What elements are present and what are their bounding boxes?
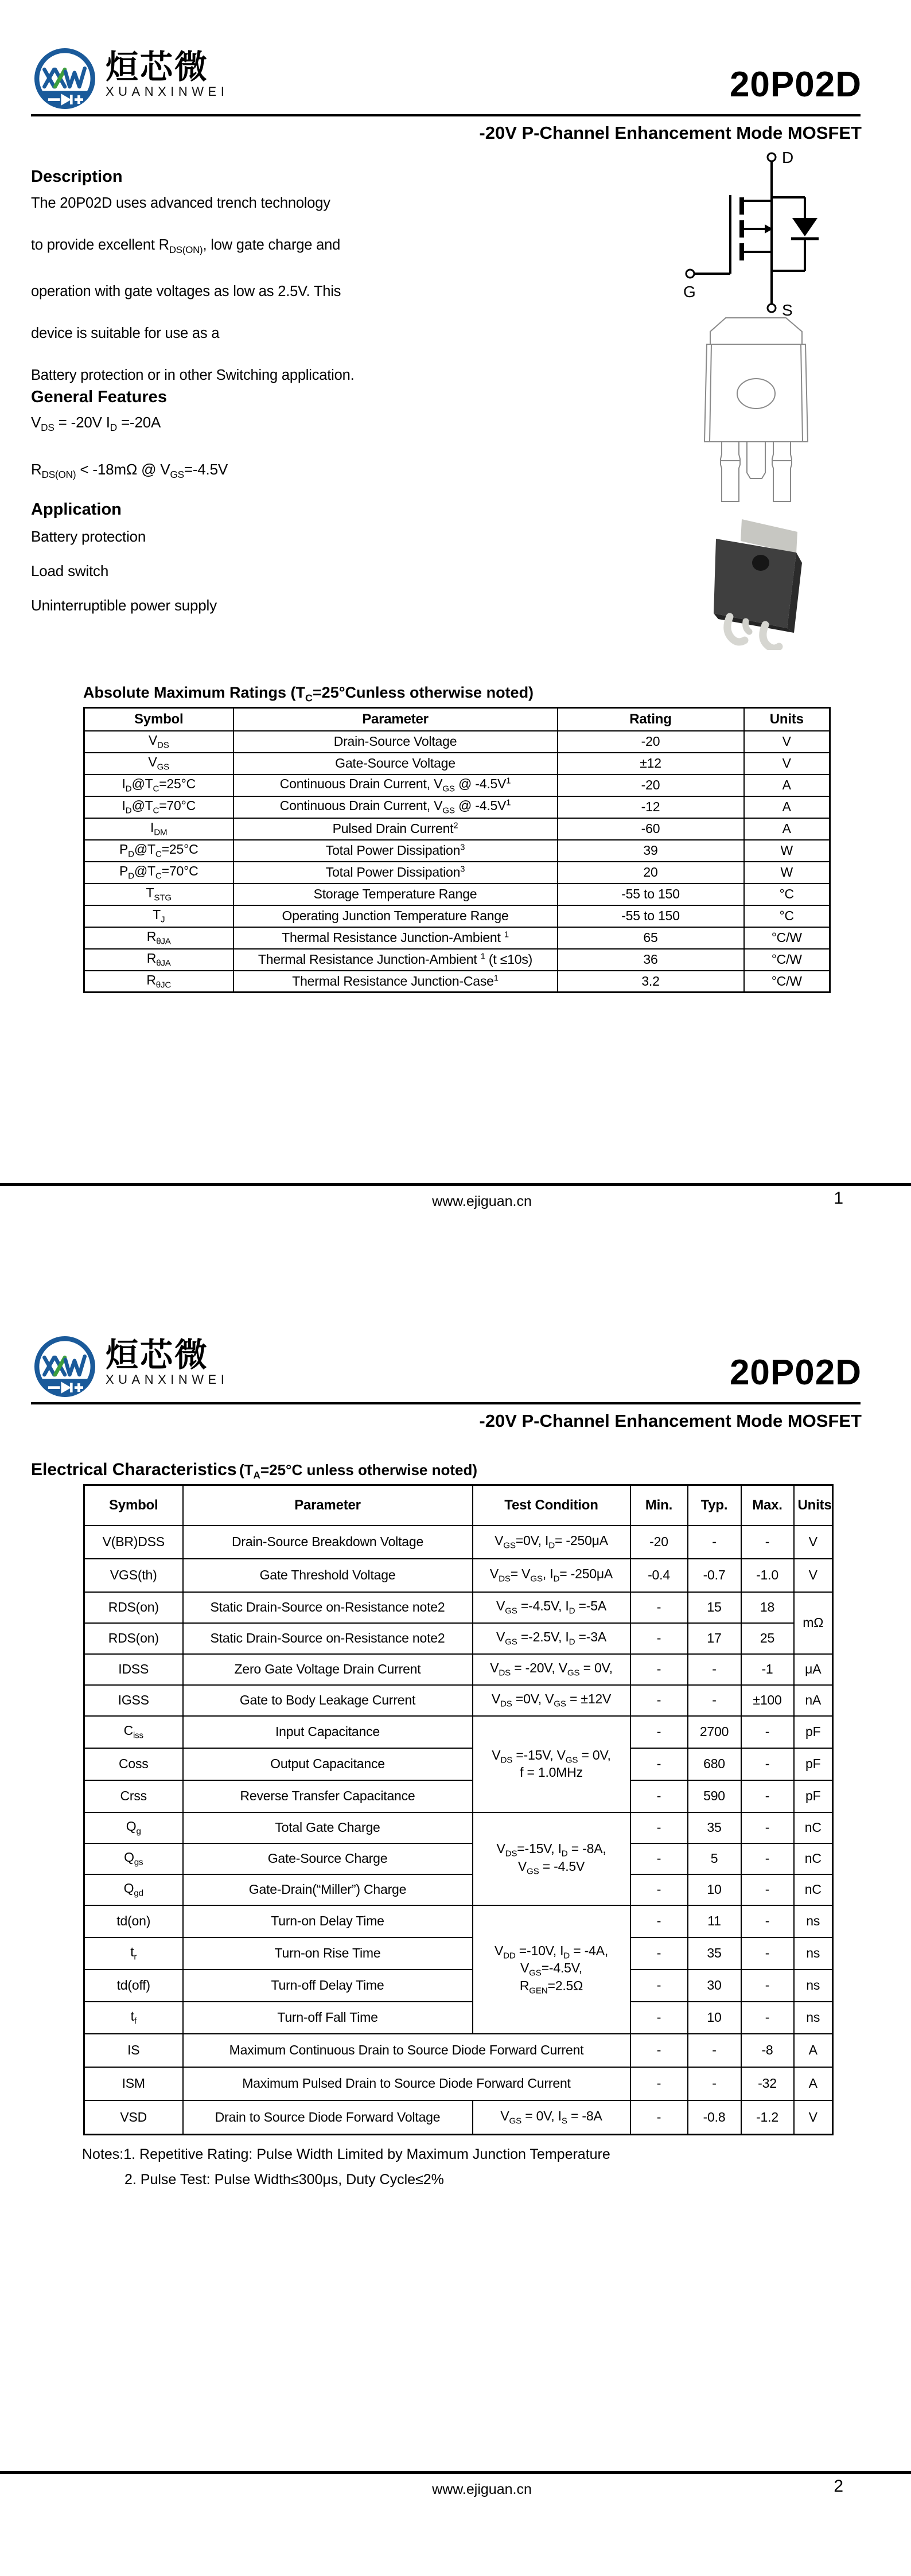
description-paragraph bbox=[31, 182, 444, 396]
table-row bbox=[84, 1748, 833, 1780]
table-cell: $P_D@T_C=25^\circ C$ bbox=[84, 840, 233, 862]
application-item: Battery protection bbox=[31, 528, 146, 545]
description-line: The 20P02D uses advanced trench technology bbox=[31, 195, 330, 211]
electrical-characteristics-condition: ($T_A=25^\circ C$ unless otherwise noted) bbox=[239, 1461, 478, 1481]
table-cell: W bbox=[744, 840, 830, 862]
company-name-chinese: 烜芯微 bbox=[106, 49, 209, 85]
mosfet-symbol-diagram bbox=[680, 150, 875, 322]
table-row bbox=[84, 775, 830, 796]
application-heading: Application bbox=[31, 500, 122, 519]
table-cell: IDSS bbox=[84, 1654, 183, 1685]
part-number-title: 20P02D bbox=[729, 65, 862, 104]
header-divider bbox=[31, 1402, 861, 1404]
table-cell: - bbox=[741, 1937, 794, 1970]
table-cell: - bbox=[688, 2034, 741, 2067]
table-cell: IS bbox=[84, 2034, 183, 2067]
table-header-cell: Min. bbox=[630, 1485, 688, 1526]
table-cell: Turn-on Delay Time bbox=[183, 1905, 473, 1937]
table-cell: RDS(on) bbox=[84, 1592, 183, 1623]
footer-website: www.ejiguan.cn bbox=[432, 1193, 532, 1209]
table-header-cell: Symbol bbox=[84, 708, 233, 731]
table-row bbox=[84, 1654, 833, 1685]
table-cell: - bbox=[630, 1970, 688, 2002]
table-cell: - bbox=[630, 1905, 688, 1937]
table-header-cell: Rating bbox=[558, 708, 744, 731]
table-cell: 2700 bbox=[688, 1716, 741, 1748]
footer-page-number: 2 bbox=[834, 2477, 843, 2496]
table-cell: Total Gate Charge bbox=[183, 1812, 473, 1843]
table-cell: - bbox=[741, 1748, 794, 1780]
table-cell: 36 bbox=[558, 949, 744, 971]
table-cell: td(off) bbox=[84, 1970, 183, 2002]
company-logo bbox=[30, 1332, 228, 1402]
table-cell: - bbox=[741, 2002, 794, 2034]
table-row bbox=[84, 1526, 833, 1559]
table-cell: Turn-on Rise Time bbox=[183, 1937, 473, 1970]
table-cell: -8 bbox=[741, 2034, 794, 2067]
electrical-characteristics-heading bbox=[31, 1460, 477, 1481]
table-row bbox=[84, 1780, 833, 1812]
table-cell: W bbox=[744, 862, 830, 884]
table-cell: Gate-Source Charge bbox=[183, 1843, 473, 1874]
table-cell: $V_{GS}$ bbox=[84, 753, 233, 775]
table-row bbox=[84, 905, 830, 927]
feature-item: $V_{DS} = -20V$ $I_D =-20A$ bbox=[31, 414, 161, 434]
table-cell: - bbox=[688, 1654, 741, 1685]
table-cell: Storage Temperature Range bbox=[233, 884, 558, 905]
table-row bbox=[84, 949, 830, 971]
table-cell: Thermal Resistance Junction-Case$^1$ bbox=[233, 971, 558, 993]
note-line: 2. Pulse Test: Pulse Width≤300μs, Duty Cycle≤2% bbox=[124, 2172, 444, 2188]
gate-terminal-label: G bbox=[683, 283, 696, 301]
table-cell: Static Drain-Source on-Resistance note2 bbox=[183, 1592, 473, 1623]
table-cell: ±100 bbox=[741, 1685, 794, 1716]
datasheet-page-2 bbox=[0, 1288, 911, 2576]
description-line: operation with gate voltages as low as 2.5V. This bbox=[31, 283, 341, 300]
absolute-maximum-ratings-heading: Absolute Maximum Ratings ($T_C=25^\circ Cunless$ otherwise noted) bbox=[83, 684, 534, 704]
table-row bbox=[84, 1559, 833, 1592]
table-cell: A bbox=[744, 818, 830, 840]
table-cell: -1 bbox=[741, 1654, 794, 1685]
application-item: Uninterruptible power supply bbox=[31, 597, 217, 614]
notes-list bbox=[82, 2142, 610, 2192]
note-line: Notes:1. Repetitive Rating: Pulse Width Limited by Maximum Junction Temperature bbox=[82, 2146, 610, 2162]
table-cell: pF bbox=[794, 1716, 833, 1748]
table-cell: Gate Threshold Voltage bbox=[183, 1559, 473, 1592]
table-cell: Gate-Drain(“Miller”) Charge bbox=[183, 1874, 473, 1905]
table-cell: IGSS bbox=[84, 1685, 183, 1716]
table-cell: 5 bbox=[688, 1843, 741, 1874]
table-cell: -32 bbox=[741, 2067, 794, 2100]
table-cell: - bbox=[630, 2034, 688, 2067]
description-heading: Description bbox=[31, 168, 123, 186]
table-cell: - bbox=[630, 1592, 688, 1623]
drain-terminal-label: D bbox=[782, 150, 794, 166]
table-cell: - bbox=[688, 2067, 741, 2100]
table-cell: Maximum Pulsed Drain to Source Diode Forward Current bbox=[183, 2067, 630, 2100]
table-cell: Drain to Source Diode Forward Voltage bbox=[183, 2100, 473, 2135]
table-cell: V bbox=[794, 2100, 833, 2135]
table-cell: Continuous Drain Current, $V_{GS}$ @ $-4.5V^1$ bbox=[233, 796, 558, 818]
table-cell: Crss bbox=[84, 1780, 183, 1812]
table-cell: $V_{DS} =0V$, $V_{GS} = \pm 12V$ bbox=[473, 1685, 630, 1716]
table-row bbox=[84, 1592, 833, 1623]
company-logo-icon bbox=[30, 1332, 100, 1402]
table-row bbox=[84, 731, 830, 753]
table-cell: $T_{STG}$ bbox=[84, 884, 233, 905]
table-cell: 35 bbox=[688, 1812, 741, 1843]
description-line: device is suitable for use as a bbox=[31, 325, 220, 342]
table-cell: - bbox=[630, 2067, 688, 2100]
table-row bbox=[84, 1812, 833, 1843]
table-cell: $Q_{gs}$ bbox=[84, 1843, 183, 1874]
table-cell: - bbox=[741, 1716, 794, 1748]
device-subtitle: -20V P-Channel Enhancement Mode MOSFET bbox=[479, 1411, 862, 1431]
table-cell: $V_{DS}$ bbox=[84, 731, 233, 753]
footer-page-number: 1 bbox=[834, 1189, 843, 1208]
table-row bbox=[84, 971, 830, 993]
table-cell: - bbox=[630, 1685, 688, 1716]
table-cell: $V_{GS} =-2.5V$, $I_D =-3A$ bbox=[473, 1623, 630, 1654]
table-cell: Gate-Source Voltage bbox=[233, 753, 558, 775]
table-cell: 11 bbox=[688, 1905, 741, 1937]
table-cell: - bbox=[630, 1654, 688, 1685]
table-cell: - bbox=[741, 1874, 794, 1905]
table-cell: $I_{DM}$ bbox=[84, 818, 233, 840]
table-cell: Operating Junction Temperature Range bbox=[233, 905, 558, 927]
table-cell: $t_r$ bbox=[84, 1937, 183, 1970]
table-cell: 39 bbox=[558, 840, 744, 862]
table-cell: 10 bbox=[688, 2002, 741, 2034]
table-cell: -55 to 150 bbox=[558, 884, 744, 905]
table-row bbox=[84, 1874, 833, 1905]
table-cell: Drain-Source Voltage bbox=[233, 731, 558, 753]
table-cell: - bbox=[741, 1812, 794, 1843]
table-cell: °C/W bbox=[744, 927, 830, 949]
company-name-english: XUANXINWEI bbox=[106, 84, 229, 99]
table-header-cell: Units bbox=[794, 1485, 833, 1526]
part-number-title: 20P02D bbox=[729, 1353, 862, 1392]
footer-divider bbox=[0, 2471, 911, 2474]
table-cell: - bbox=[630, 1812, 688, 1843]
package-photo bbox=[710, 518, 808, 650]
company-logo bbox=[30, 44, 228, 114]
table-row bbox=[84, 1623, 833, 1654]
table-cell: V bbox=[744, 753, 830, 775]
company-name bbox=[106, 44, 228, 99]
table-row bbox=[84, 1843, 833, 1874]
table-row bbox=[84, 2067, 833, 2100]
table-cell: - bbox=[630, 1937, 688, 1970]
table-row bbox=[84, 884, 830, 905]
application-item: Load switch bbox=[31, 562, 109, 579]
table-cell: - bbox=[630, 1748, 688, 1780]
table-cell: V bbox=[744, 731, 830, 753]
device-subtitle: -20V P-Channel Enhancement Mode MOSFET bbox=[479, 123, 862, 143]
table-cell: - bbox=[630, 1874, 688, 1905]
table-cell: VSD bbox=[84, 2100, 183, 2135]
table-cell: Output Capacitance bbox=[183, 1748, 473, 1780]
table-cell: pF bbox=[794, 1748, 833, 1780]
table-cell: 30 bbox=[688, 1970, 741, 2002]
table-cell: - bbox=[741, 1526, 794, 1559]
table-cell: 25 bbox=[741, 1623, 794, 1654]
table-cell: mΩ bbox=[794, 1592, 833, 1654]
table-cell: $V_{DS}=-15V$, $I_D = -8A$, $V_{GS} = -4.5V$ bbox=[473, 1812, 630, 1905]
table-row bbox=[84, 1716, 833, 1748]
package-outline-drawing bbox=[694, 314, 817, 507]
table-cell: -55 to 150 bbox=[558, 905, 744, 927]
table-cell: V bbox=[794, 1559, 833, 1592]
table-cell: 65 bbox=[558, 927, 744, 949]
table-cell: A bbox=[794, 2067, 833, 2100]
table-cell: - bbox=[630, 2002, 688, 2034]
table-cell: -0.8 bbox=[688, 2100, 741, 2135]
table-cell: °C bbox=[744, 905, 830, 927]
table-cell: $Q_g$ bbox=[84, 1812, 183, 1843]
table-cell: $C_{iss}$ bbox=[84, 1716, 183, 1748]
table-header-cell: Typ. bbox=[688, 1485, 741, 1526]
source-terminal-label: S bbox=[782, 301, 793, 319]
table-cell: 20 bbox=[558, 862, 744, 884]
table-cell: -60 bbox=[558, 818, 744, 840]
table-header-cell: Parameter bbox=[183, 1485, 473, 1526]
table-cell: - bbox=[630, 1716, 688, 1748]
table-cell: Zero Gate Voltage Drain Current bbox=[183, 1654, 473, 1685]
table-cell: $t_f$ bbox=[84, 2002, 183, 2034]
table-cell: -20 bbox=[630, 1526, 688, 1559]
table-row bbox=[84, 796, 830, 818]
table-header-cell: Parameter bbox=[233, 708, 558, 731]
company-logo-icon bbox=[30, 44, 100, 114]
description-line: to provide excellent $R_{DS(ON)}$, low gate charge and bbox=[31, 237, 341, 256]
table-cell: -20 bbox=[558, 775, 744, 796]
table-cell: $Q_{gd}$ bbox=[84, 1874, 183, 1905]
table-cell: $I_D@T_C=70^\circ C$ bbox=[84, 796, 233, 818]
table-cell: V bbox=[794, 1526, 833, 1559]
table-cell: nC bbox=[794, 1812, 833, 1843]
table-cell: nC bbox=[794, 1874, 833, 1905]
feature-item: $R_{DS(ON)} < -18m\Omega$ @ $V_{GS}=-4.5V$ bbox=[31, 461, 228, 481]
electrical-characteristics-table-grid bbox=[83, 1484, 834, 2135]
table-row bbox=[84, 1970, 833, 2002]
table-cell: °C/W bbox=[744, 949, 830, 971]
table-cell: $V_{DS} = -20V$, $V_{GS} = 0V$, bbox=[473, 1654, 630, 1685]
company-name-english: XUANXINWEI bbox=[106, 1372, 229, 1387]
table-header-cell: Units bbox=[744, 708, 830, 731]
table-row bbox=[84, 818, 830, 840]
table-cell: $R_{\theta JA}$ bbox=[84, 927, 233, 949]
table-cell: VGS(th) bbox=[84, 1559, 183, 1592]
electrical-characteristics-title: Electrical Characteristics bbox=[31, 1460, 237, 1479]
table-cell: Turn-off Delay Time bbox=[183, 1970, 473, 2002]
footer-divider bbox=[0, 1183, 911, 1186]
table-cell: Turn-off Fall Time bbox=[183, 2002, 473, 2034]
table-row bbox=[84, 2002, 833, 2034]
table-cell: Total Power Dissipation$^3$ bbox=[233, 862, 558, 884]
table-cell: 3.2 bbox=[558, 971, 744, 993]
table-cell: $R_{\theta JC}$ bbox=[84, 971, 233, 993]
table-cell: - bbox=[741, 1970, 794, 2002]
table-cell: -0.7 bbox=[688, 1559, 741, 1592]
table-cell: -0.4 bbox=[630, 1559, 688, 1592]
electrical-characteristics-table bbox=[83, 1484, 832, 2135]
table-cell: nC bbox=[794, 1843, 833, 1874]
table-cell: μA bbox=[794, 1654, 833, 1685]
table-cell: Total Power Dissipation$^3$ bbox=[233, 840, 558, 862]
table-cell: - bbox=[630, 1843, 688, 1874]
table-cell: ns bbox=[794, 1970, 833, 2002]
table-cell: ±12 bbox=[558, 753, 744, 775]
table-cell: - bbox=[741, 1905, 794, 1937]
table-row bbox=[84, 753, 830, 775]
table-cell: $T_J$ bbox=[84, 905, 233, 927]
table-cell: $V_{GS} = 0V$, $I_S = -8A$ bbox=[473, 2100, 630, 2135]
table-cell: $V_{GS} =-4.5V$, $I_D =-5A$ bbox=[473, 1592, 630, 1623]
table-cell: A bbox=[744, 796, 830, 818]
table-cell: 15 bbox=[688, 1592, 741, 1623]
table-cell: - bbox=[630, 2100, 688, 2135]
table-row bbox=[84, 1685, 833, 1716]
table-cell: 18 bbox=[741, 1592, 794, 1623]
table-row bbox=[84, 2100, 833, 2135]
table-cell: A bbox=[744, 775, 830, 796]
table-cell: - bbox=[741, 1780, 794, 1812]
general-features-heading: General Features bbox=[31, 388, 167, 406]
table-cell: - bbox=[630, 1780, 688, 1812]
table-row bbox=[84, 862, 830, 884]
table-cell: 590 bbox=[688, 1780, 741, 1812]
table-cell: - bbox=[688, 1685, 741, 1716]
table-cell: -12 bbox=[558, 796, 744, 818]
table-cell: ns bbox=[794, 2002, 833, 2034]
table-row bbox=[84, 2034, 833, 2067]
general-features-list bbox=[31, 402, 228, 496]
absolute-maximum-ratings-table-grid bbox=[83, 707, 831, 993]
table-cell: $R_{\theta JA}$ bbox=[84, 949, 233, 971]
table-cell: Thermal Resistance Junction-Ambient $^1$ (t ≤10s) bbox=[233, 949, 558, 971]
table-cell: 10 bbox=[688, 1874, 741, 1905]
table-cell: Static Drain-Source on-Resistance note2 bbox=[183, 1623, 473, 1654]
table-cell: Pulsed Drain Current$^2$ bbox=[233, 818, 558, 840]
table-cell: ISM bbox=[84, 2067, 183, 2100]
table-cell: ns bbox=[794, 1905, 833, 1937]
table-cell: -20 bbox=[558, 731, 744, 753]
table-row bbox=[84, 1937, 833, 1970]
table-cell: - bbox=[688, 1526, 741, 1559]
absolute-maximum-ratings-table bbox=[83, 707, 829, 993]
application-list bbox=[31, 519, 217, 622]
table-cell: Coss bbox=[84, 1748, 183, 1780]
table-cell: °C bbox=[744, 884, 830, 905]
table-cell: ns bbox=[794, 1937, 833, 1970]
table-cell: $I_D@T_C=25^\circ C$ bbox=[84, 775, 233, 796]
header-divider bbox=[31, 114, 861, 116]
table-cell: Continuous Drain Current, $V_{GS}$ @ $-4.5V^1$ bbox=[233, 775, 558, 796]
table-cell: $V_{DS} =-15V$, $V_{GS} = 0V$, f = 1.0MHz bbox=[473, 1716, 630, 1812]
table-cell: A bbox=[794, 2034, 833, 2067]
table-cell: $V_{DD} =-10V$, $I_D = -4A$, $V_{GS}=-4.5V$, $R_{GEN}=2.5\Omega$ bbox=[473, 1905, 630, 2034]
table-cell: 680 bbox=[688, 1748, 741, 1780]
table-header-cell: Test Condition bbox=[473, 1485, 630, 1526]
table-cell: Thermal Resistance Junction-Ambient $^1$ bbox=[233, 927, 558, 949]
table-cell: °C/W bbox=[744, 971, 830, 993]
table-cell: - bbox=[741, 1843, 794, 1874]
footer-website: www.ejiguan.cn bbox=[432, 2481, 532, 2497]
table-cell: - bbox=[630, 1623, 688, 1654]
table-cell: 35 bbox=[688, 1937, 741, 1970]
table-cell: V(BR)DSS bbox=[84, 1526, 183, 1559]
table-header-cell: Max. bbox=[741, 1485, 794, 1526]
table-cell: pF bbox=[794, 1780, 833, 1812]
table-cell: Input Capacitance bbox=[183, 1716, 473, 1748]
table-header-cell: Symbol bbox=[84, 1485, 183, 1526]
table-row bbox=[84, 1905, 833, 1937]
company-name bbox=[106, 1332, 228, 1387]
description-line: Battery protection or in other Switching application. bbox=[31, 367, 355, 384]
table-cell: -1.2 bbox=[741, 2100, 794, 2135]
table-row bbox=[84, 840, 830, 862]
table-cell: Gate to Body Leakage Current bbox=[183, 1685, 473, 1716]
table-cell: Maximum Continuous Drain to Source Diode Forward Current bbox=[183, 2034, 630, 2067]
table-cell: 17 bbox=[688, 1623, 741, 1654]
table-cell: Drain-Source Breakdown Voltage bbox=[183, 1526, 473, 1559]
table-cell: RDS(on) bbox=[84, 1623, 183, 1654]
table-cell: $P_D@T_C=70^\circ C$ bbox=[84, 862, 233, 884]
table-cell: -1.0 bbox=[741, 1559, 794, 1592]
company-name-chinese: 烜芯微 bbox=[106, 1337, 209, 1373]
table-cell: td(on) bbox=[84, 1905, 183, 1937]
table-cell: $V_{DS}= V_{GS}$, $I_D= -250\mu A$ bbox=[473, 1559, 630, 1592]
table-cell: nA bbox=[794, 1685, 833, 1716]
table-cell: $V_{GS}=0V$, $I_D= -250\mu A$ bbox=[473, 1526, 630, 1559]
table-cell: Reverse Transfer Capacitance bbox=[183, 1780, 473, 1812]
table-row bbox=[84, 927, 830, 949]
